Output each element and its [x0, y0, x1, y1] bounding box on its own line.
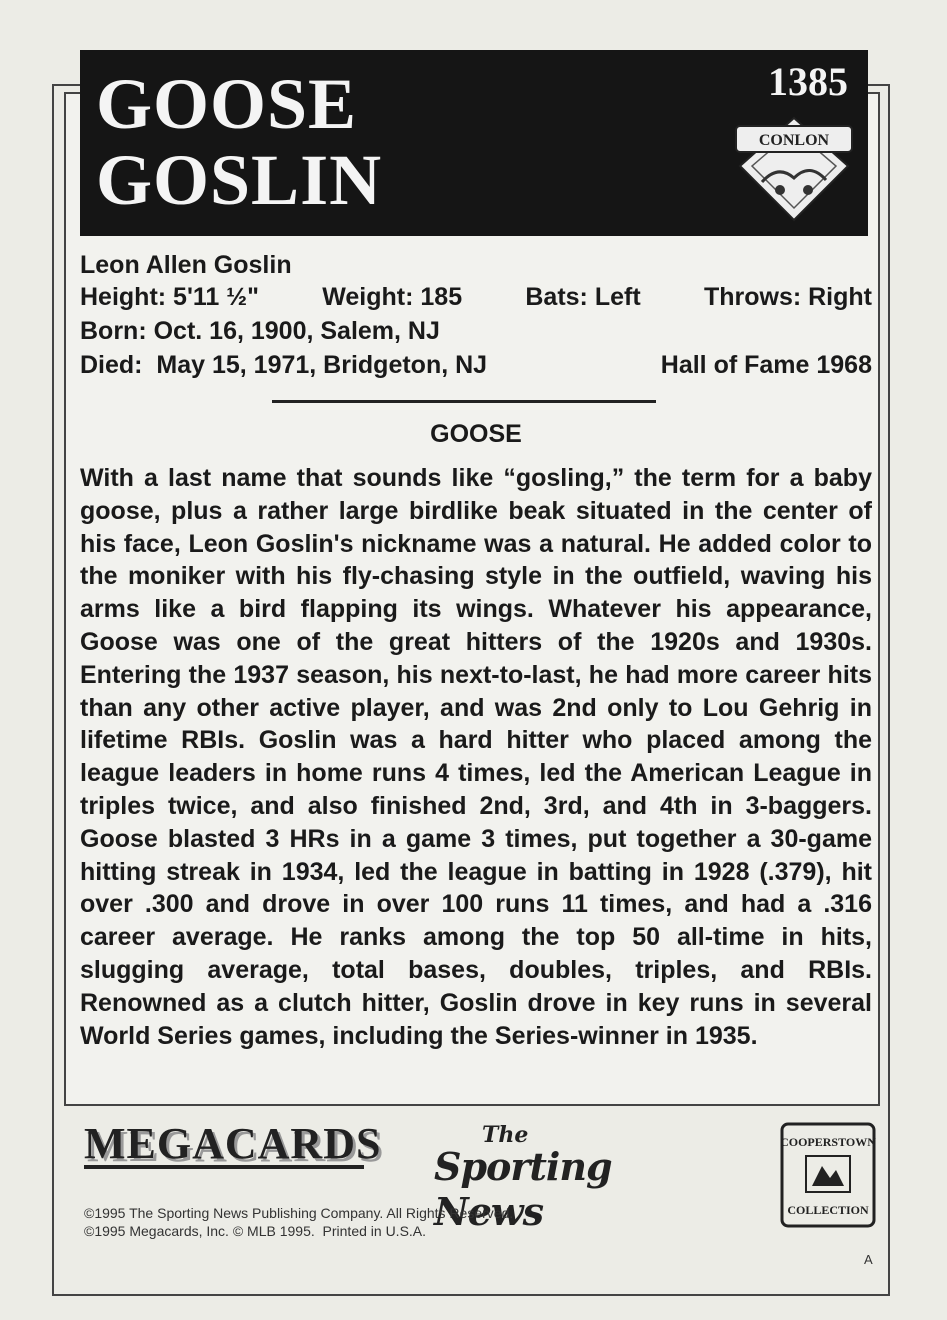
bats: Bats: Left [525, 283, 641, 311]
conlon-collection-logo-icon [728, 108, 860, 228]
player-name [96, 66, 382, 218]
svg-text:CONLON: CONLON [758, 132, 830, 149]
svg-text:COOPERSTOWN: COOPERSTOWN [780, 1135, 876, 1149]
megacards-wordmark: MEGACARDS [84, 1119, 382, 1168]
divider-rule [272, 400, 656, 403]
born: Born: Oct. 16, 1900, Salem, NJ [80, 317, 440, 345]
legal-text [84, 1204, 784, 1240]
throws: Throws: Right [703, 283, 872, 311]
weight: Weight: 185 [322, 283, 463, 311]
height: Height: 5'11 ½" [80, 283, 259, 311]
story-text: With a last name that sounds like “gosling,” the term for a baby goose, plus a rather large birdlike beak situated in the center of his face, Leon Goslin's nickname was a natural. He added color to the moniker with his fly-chasing style in the outfield, waving his arms like a bird flapping its wings. Whatever his appearance, Goose was one of the great hitters of the 1920s and 1930s. Entering the 1937 season, his next-to-last, he had more career hits than any other active player, and was 2nd only to Lou Gehrig in lifetime RBIs. Goslin was a hard hitter who placed among the league leaders in home runs 4 times, led the American League in triples twice, and also finished 2nd, 3rd, and 4th in 3-baggers. Goose blasted 3 HRs in a game 3 times, put together a 30-game hitting streak in 1934, led the league in batting in 1928 (.379), hit over .300 and drove in over 100 runs 11 times, and had a .316 career average. He ranks among the top 50 all-time in hits, slugging average, total bases, doubles, triples, and RBIs. Renowned as a clutch hitter, Goslin drove in key runs in several World Series games, including the Series-winner in 1935. [80, 464, 872, 1050]
sporting-news-the: The [482, 1122, 529, 1148]
legal-line-1: ©1995 The Sporting News Publishing Company. All Rights Reserved. [84, 1205, 514, 1221]
legal-line-2: ©1995 Megacards, Inc. © MLB 1995. Printed in U.S.A. [84, 1223, 427, 1239]
cooperstown-collection-logo-icon [778, 1120, 878, 1230]
story-title: GOOSE [430, 420, 522, 448]
player-first-name: GOOSE [96, 64, 358, 144]
bio-section [80, 250, 872, 382]
died: Died: May 15, 1971, Bridgeton, NJ [80, 351, 488, 379]
sporting-news-wordmark: Sporting News [434, 1144, 612, 1234]
physical-stats-row [80, 280, 872, 314]
name-header [80, 50, 868, 236]
sporting-news-logo [430, 1122, 730, 1234]
svg-text:COLLECTION: COLLECTION [787, 1203, 869, 1217]
died-row [80, 348, 872, 382]
player-last-name: GOSLIN [96, 140, 383, 220]
card-number: 1385 [768, 59, 848, 104]
print-code: A [864, 1252, 873, 1267]
full-name: Leon Allen Goslin [80, 251, 292, 279]
megacards-logo [84, 1118, 380, 1178]
hall-of-fame: Hall of Fame 1968 [660, 351, 872, 379]
